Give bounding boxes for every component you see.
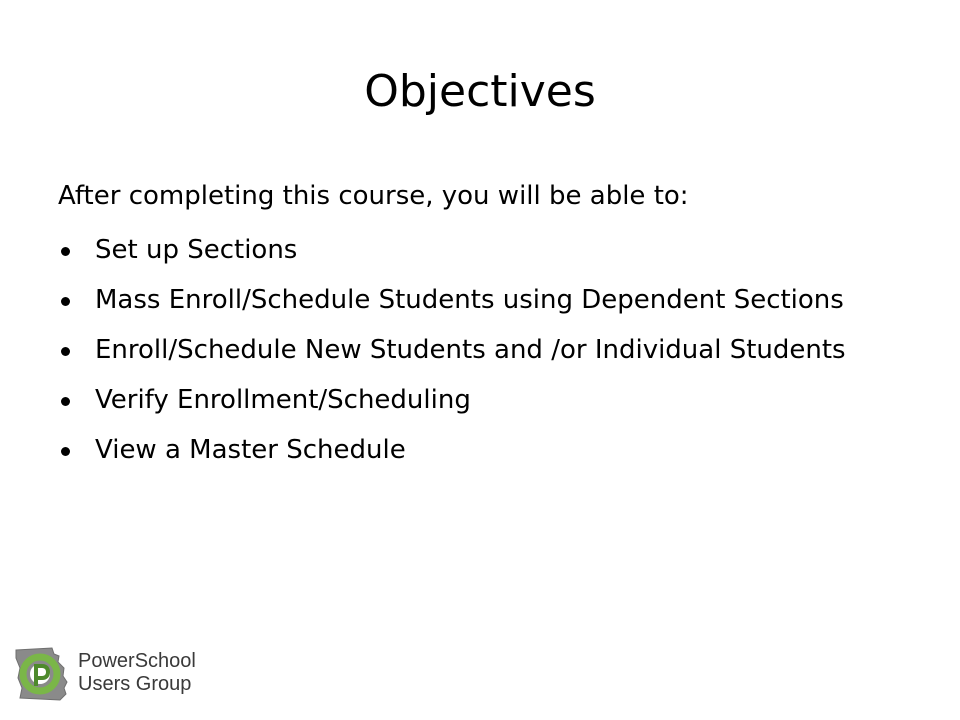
missouri-state-with-p-icon — [12, 644, 72, 702]
list-item-text: Mass Enroll/Schedule Students using Dependent Sections — [95, 285, 844, 315]
bullet-icon — [61, 247, 70, 256]
list-item — [58, 380, 858, 420]
objectives-list — [58, 230, 858, 480]
logo-line-2: Users Group — [78, 673, 192, 695]
list-item-text: Verify Enrollment/Scheduling — [95, 385, 471, 415]
logo-wordmark — [78, 650, 196, 696]
list-item-text: View a Master Schedule — [95, 435, 406, 465]
bullet-icon — [61, 297, 70, 306]
bullet-icon — [61, 397, 70, 406]
list-item — [58, 280, 858, 320]
slide-title: Objectives — [364, 66, 596, 117]
powerschool-users-group-logo — [12, 644, 212, 704]
list-item-text: Set up Sections — [95, 235, 298, 265]
list-item-text: Enroll/Schedule New Students and /or Individual Students — [95, 335, 846, 365]
bullet-icon — [61, 447, 70, 456]
list-item — [58, 230, 858, 270]
list-item — [58, 430, 858, 470]
bullet-icon — [61, 347, 70, 356]
logo-line-1: PowerSchool — [78, 650, 196, 672]
intro-text: After completing this course, you will be able to: — [58, 181, 689, 211]
list-item — [58, 330, 858, 370]
